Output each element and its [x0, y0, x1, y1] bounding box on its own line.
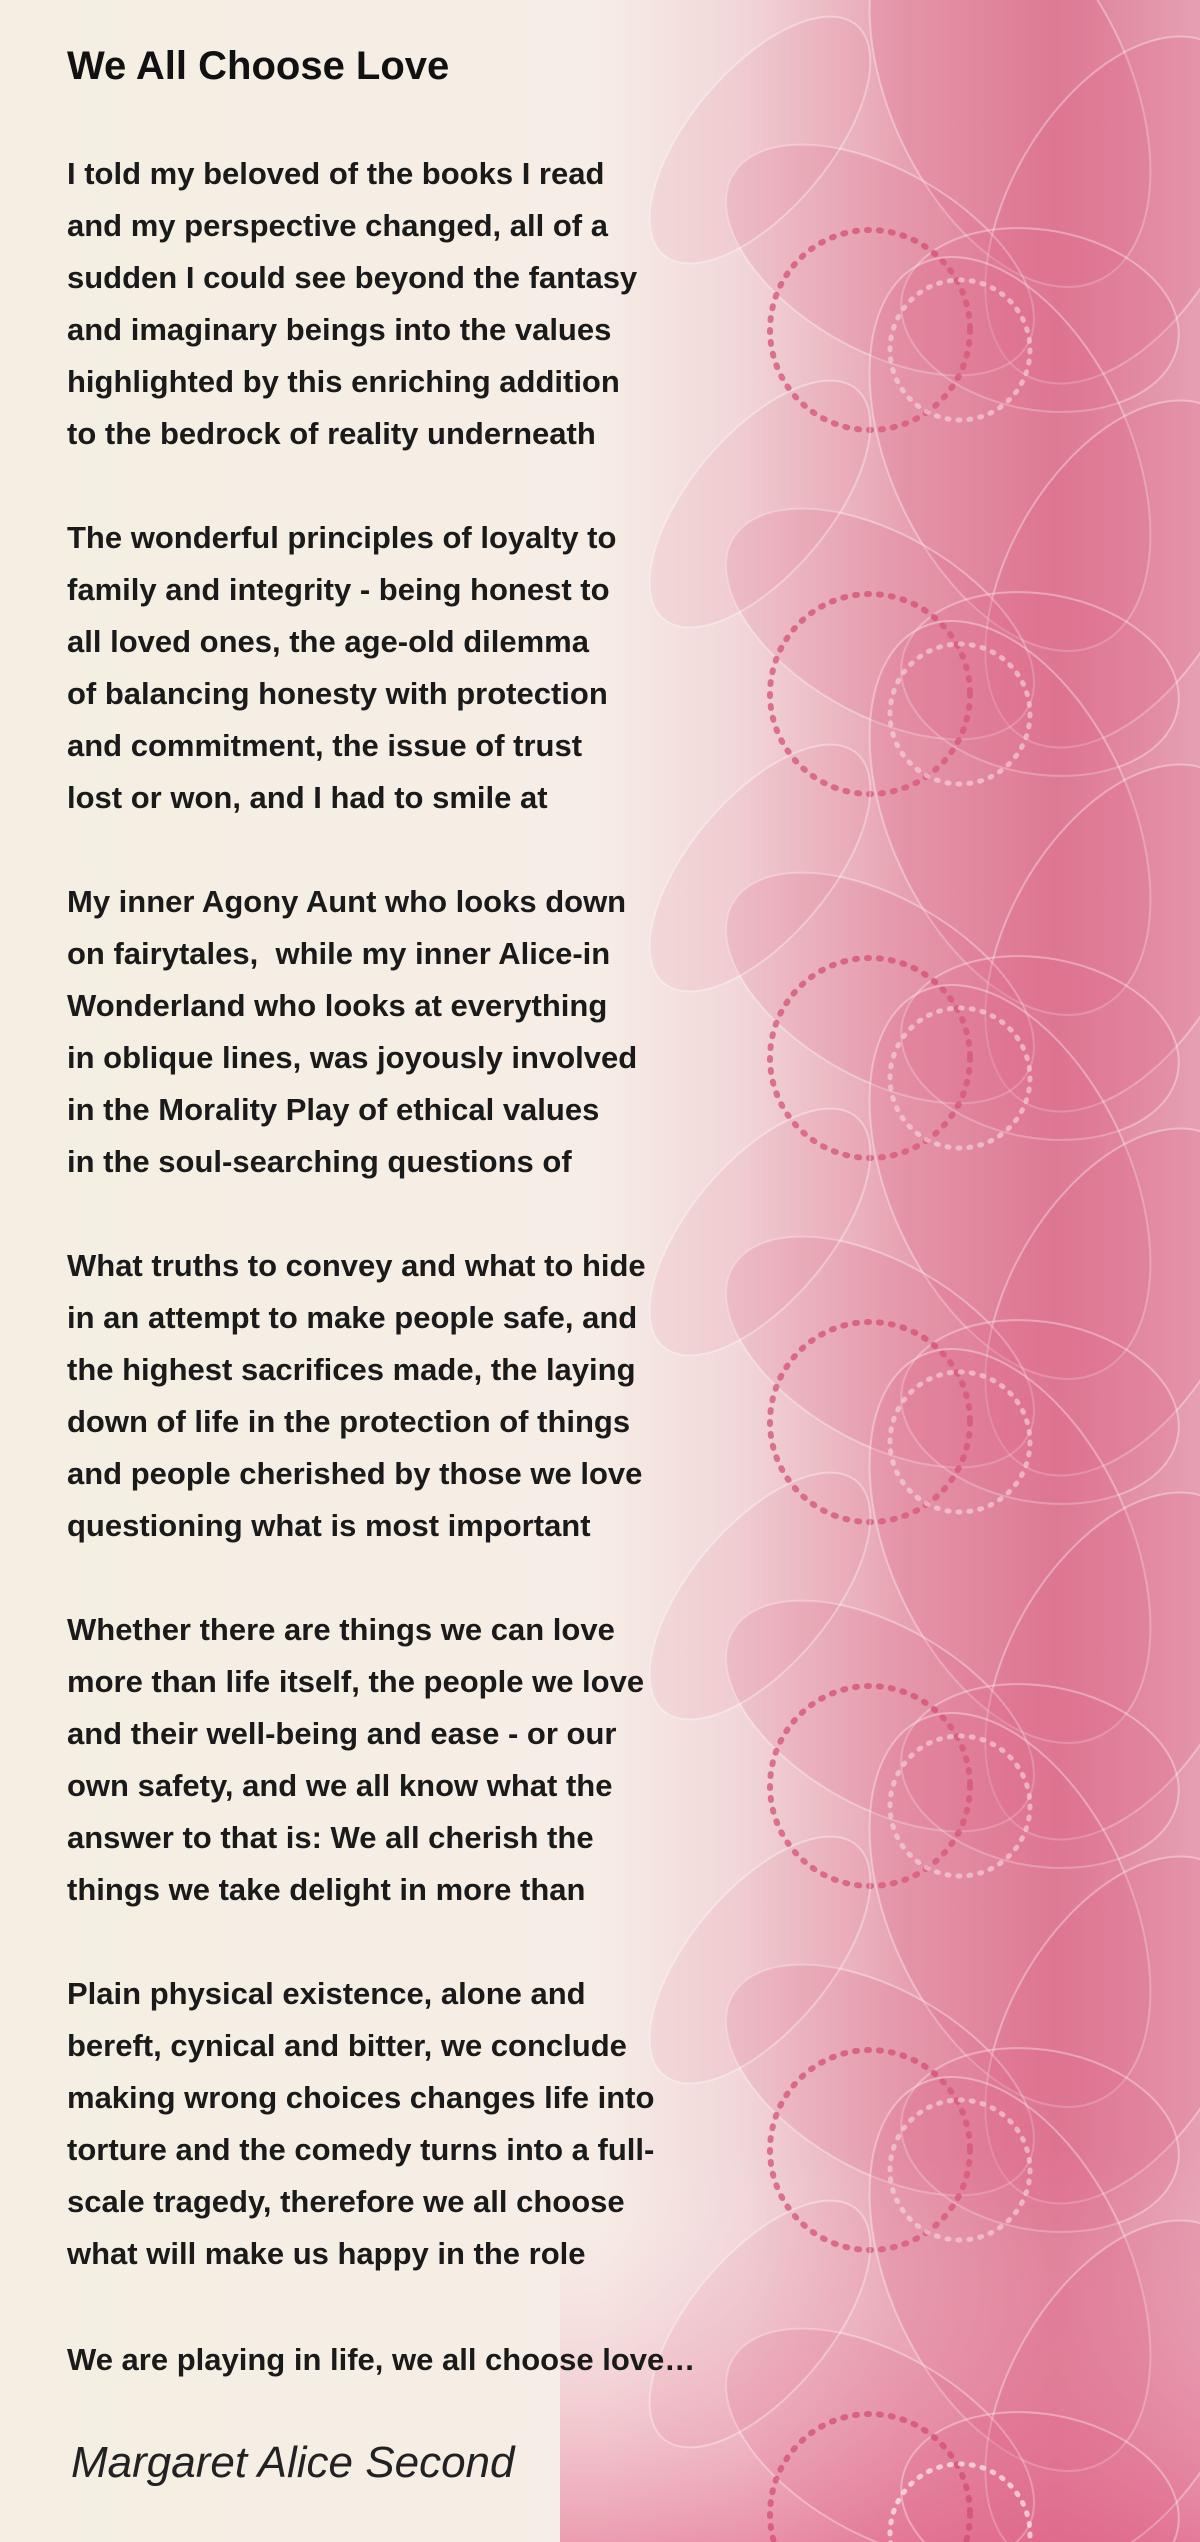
- poem-line: family and integrity - being honest to: [67, 572, 610, 607]
- poem-line: to the bedrock of reality underneath: [67, 416, 596, 451]
- poem-line: lost or won, and I had to smile at: [67, 780, 548, 815]
- poem-line: highlighted by this enriching addition: [67, 364, 620, 399]
- stanza-2: [67, 512, 616, 824]
- poem-line: what will make us happy in the role: [67, 2236, 586, 2271]
- poem-line: scale tragedy, therefore we all choose: [67, 2184, 625, 2219]
- poem-title: We All Choose Love: [67, 44, 450, 88]
- poem-line: sudden I could see beyond the fantasy: [67, 260, 638, 295]
- poem-line: in the soul-searching questions of: [67, 1144, 572, 1179]
- poem-line: and their well-being and ease - or our: [67, 1716, 617, 1751]
- poem-line: torture and the comedy turns into a full-: [67, 2132, 655, 2167]
- poem-line: My inner Agony Aunt who looks down: [67, 884, 627, 919]
- poem-line: I told my beloved of the books I read: [67, 156, 605, 191]
- poem-line: of balancing honesty with protection: [67, 676, 608, 711]
- poem-line: things we take delight in more than: [67, 1872, 586, 1907]
- poem-line: in the Morality Play of ethical values: [67, 1092, 600, 1127]
- poem-line: bereft, cynical and bitter, we conclude: [67, 2028, 627, 2063]
- poem-line: the highest sacrifices made, the laying: [67, 1352, 636, 1387]
- stanza-4: [67, 1240, 646, 1552]
- poem-line: making wrong choices changes life into: [67, 2080, 655, 2115]
- poem-line: in oblique lines, was joyously involved: [67, 1040, 638, 1075]
- stanza-3: [67, 876, 637, 1188]
- poem-line: Whether there are things we can love: [67, 1612, 615, 1647]
- poem-line: and my perspective changed, all of a: [67, 208, 608, 243]
- poem-line: more than life itself, the people we love: [67, 1664, 645, 1699]
- poem-line: all loved ones, the age-old dilemma: [67, 624, 589, 659]
- poem-line: Plain physical existence, alone and: [67, 1976, 586, 2011]
- poem-line: down of life in the protection of things: [67, 1404, 631, 1439]
- stanza-5: [67, 1604, 644, 1916]
- poem-line: The wonderful principles of loyalty to: [67, 520, 617, 555]
- poem-line: Wonderland who looks at everything: [67, 988, 608, 1023]
- poem-line: in an attempt to make people safe, and: [67, 1300, 638, 1335]
- stanza-1: [67, 148, 637, 460]
- poem-line: own safety, and we all know what the: [67, 1768, 613, 1803]
- closing-line: We are playing in life, we all choose love…: [67, 2342, 696, 2377]
- stanza-6: [67, 1968, 654, 2280]
- poem-line: and people cherished by those we love: [67, 1456, 643, 1491]
- poem-line: questioning what is most important: [67, 1508, 591, 1543]
- poem-line: answer to that is: We all cherish the: [67, 1820, 594, 1855]
- poem-line: on fairytales, while my inner Alice-in: [67, 936, 611, 971]
- poem-line: and imaginary beings into the values: [67, 312, 612, 347]
- poem-line: What truths to convey and what to hide: [67, 1248, 646, 1283]
- poem-author: Margaret Alice Second: [71, 2438, 515, 2487]
- poem-line: and commitment, the issue of trust: [67, 728, 583, 763]
